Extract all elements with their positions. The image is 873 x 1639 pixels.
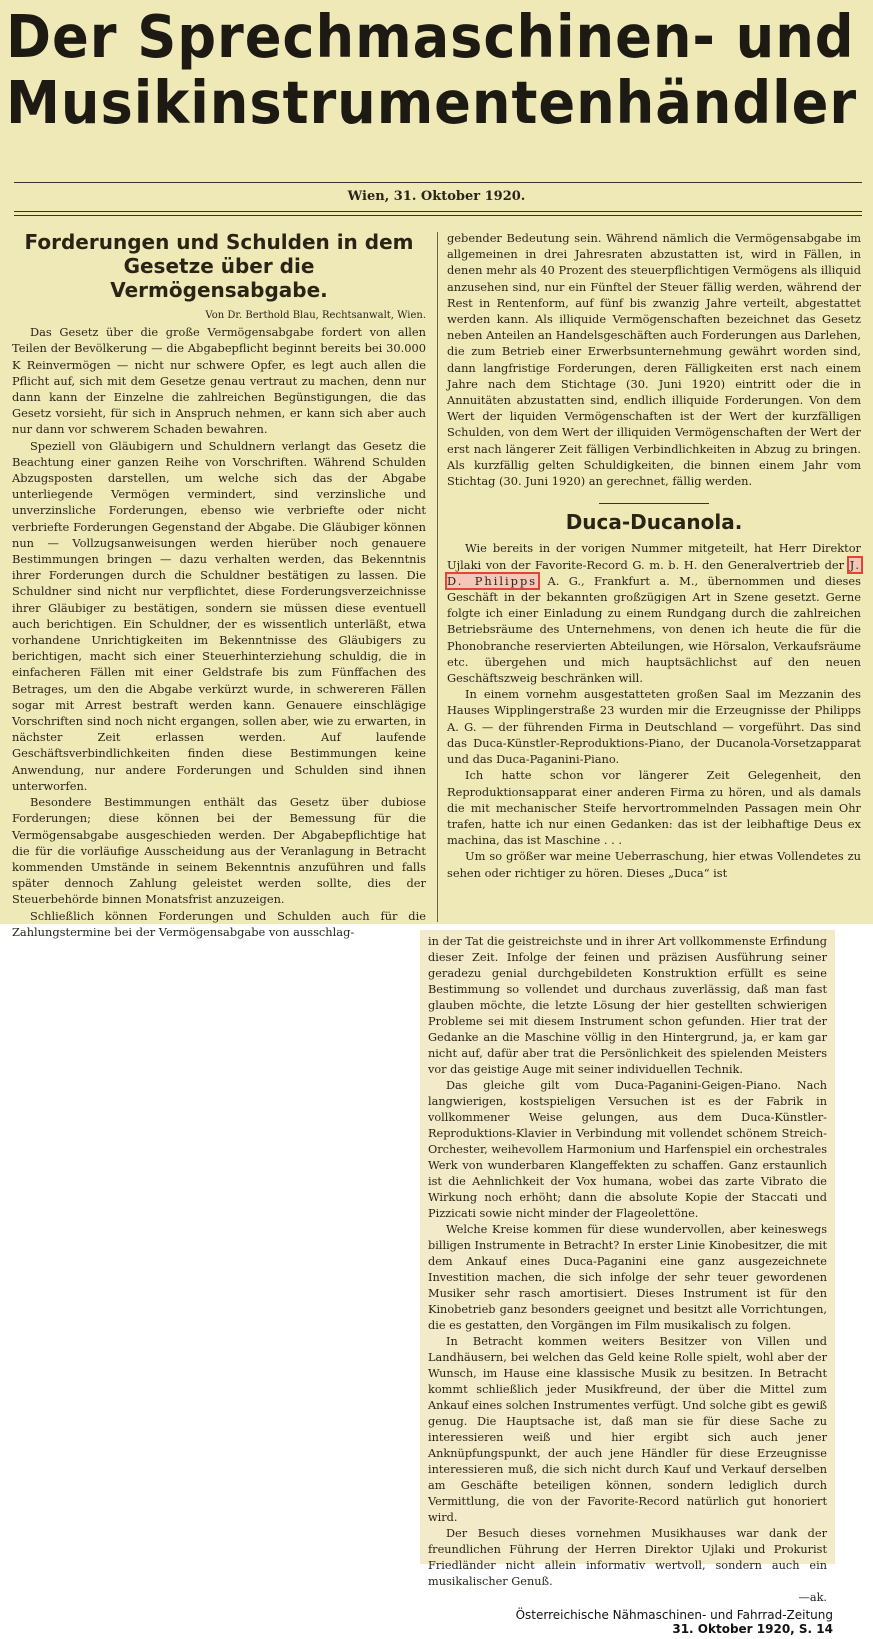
section-divider — [599, 503, 709, 504]
article-paragraph: in der Tat die geistreichste und in ihrer Art vollkommenste Erfindung dieser Zeit. Infolge der feinen und präzisen Ausführung seiner geradezu genial durchgebildeten Konstruktion erfüllt es seine Bestimmung so vollendet und durchaus zuverlässig, daß man fast glauben möchte, die letzte Lösung der hier gestellten schwierigen Probleme sei mit diesem Instrument schon gefunden. Hier trat der Gedanke an die Maschine völlig in den Hintergrund, ja, er kam gar nicht auf, dafür aber trat die Persönlichkeit des spielenden Meisters vor das geistige Auge mit seiner individuellen Technik. — [428, 935, 827, 1076]
article-title: Forderungen und Schulden in dem Gesetze über die Vermögensabgabe. — [24, 230, 414, 302]
masthead — [6, 2, 858, 137]
issue-reference: 31. Oktober 1920, S. 14 — [672, 1622, 833, 1636]
source-citation — [516, 1608, 833, 1636]
dateline-rule-bottom — [14, 211, 862, 212]
column-rule — [437, 232, 438, 922]
masthead-line-2: Musikinstrumentenhändler — [6, 68, 858, 137]
article-byline: Von Dr. Berthold Blau, Rechtsanwalt, Wien. — [205, 310, 426, 321]
article-paragraph: Der Besuch dieses vornehmen Musikhauses war dank der freundlichen Führung der Herren Direktor Ujlaki und Prokurist Friedländer nicht allein informativ wertvoll, sondern auch ein musikalischer Genuß. — [428, 1527, 827, 1588]
article-paragraph — [447, 540, 861, 686]
continuation-column — [428, 934, 827, 1606]
article-paragraph: Ich hatte schon vor längerer Zeit Gelegenheit, den Reproduktionsapparat einer anderen Firma zu hören, und als damals die mit mechanischer Steife hervortrommelnden Passagen mein Ohr trafen, hatte ich nur einen Gedanken: das ist der leibhaftige Deus ex machina, das ist Maschine . . . — [447, 768, 861, 848]
article-paragraph: In Betracht kommen weiters Besitzer von Villen und Landhäusern, bei welchen das Geld keine Rolle spielt, wohl aber der Wunsch, im Hause eine klassische Musik zu besitzen. In Betracht kommt schließlich jeder Musikfreund, der über die Mittel zum Ankauf eines solchen Instrumentes verfügt. Und solche gibt es gewiß genug. Die Hauptsache ist, daß man sie für diese Sache zu interessieren weiß und hier ergibt sich auch jener Anknüpfungspunkt, der auch jene Händler für diese Erzeugnisse interessieren muß, die sich nicht durch Kauf und Verkauf derselben am Geschäfte beteiligen können, sondern lediglich durch Vermittlung, die von der Favorite-Record natürlich gut honoriert wird. — [428, 1335, 827, 1524]
article-paragraph: Speziell von Gläubigern und Schuldnern verlangt das Gesetz die Beachtung einer ganzen Reihe von Vorschriften. Während Schulden Abzugsposten darstellen, um welche sich das der Abgabe unterliegende Vermögen vermindert, sind verzinsliche und unverzinsliche Forderungen, ebenso wie verbriefte oder nicht verbriefte Forderungen Gegenstand der Abgabe. Die Gläubiger können nun — Vollzugsanweisungen werden hierüber noch genauere Bestimmungen bringen — dazu verhalten werden, das Bekenntnis ihrer Forderungen durch die Schuldner bestätigen zu lassen. Die Schuldner sind nicht nur verpflichtet, diese Forderungsverzeichnisse ihrer Gläubiger zu bestätigen, sondern sie müssen diese eventuell auch berichtigen. Ein Schuldner, der es wissentlich unterläßt, etwa vorhandene Unrichtigkeiten im Bekenntnisse des Gläubigers zu berichtigen, macht sich einer Steuerhinterziehung schuldig, die in einfacheren Fällen mit einer Geldstrafe bis zum Fünffachen des Betrages, um den die Abgabe verkürzt wurde, in schwereren Fällen sogar mit Arrest bestraft werden kann. Genauere einschlägige Vorschriften sind noch nicht ergangen, sollen aber, wie zu erwarten, in nächster Zeit erlassen werden. Auf laufende Geschäftsverbindlichkeiten finden diese Bestimmungen keine Anwendung, nur andere Forderungen und Schulden sind ihnen unterworfen. — [12, 438, 426, 793]
right-column — [447, 230, 861, 881]
article-paragraph: Schließlich können Forderungen und Schulden auch für die Zahlungstermine bei der Vermögensabgabe von ausschlag- — [12, 908, 426, 939]
article-paragraph: Das gleiche gilt vom Duca-Paganini-Geigen-Piano. Nach langwierigen, kostspieligen Versuchen ist es der Fabrik in vollkommener Weise gelungen, aus dem Duca-Künstler-Reproduktions-Klavier in Verbindung mit vollendet schönem Streich-Orchester, weihevollem Harmonium und Harfenspiel ein orchestrales Werk von wunderbaren Klangeffekten zu schaffen. Ganz erstaunlich ist die Aehnlichkeit der Vox humana, wobei das zarte Vibrato die Wirkung noch erhöht; dann die absolute Kopie der Staccati und Pizzicati sowie nicht minder der Flageolettöne. — [428, 1079, 827, 1220]
dateline-rule-top — [14, 182, 862, 183]
paragraph-text: A. G., Frankfurt a. M., übernommen und dieses Geschäft in der bekannten großzügigen Art in Szene gesetzt. Gerne folgte ich einer Einladung zu einem Rundgang durch die zahlreichen Betriebsräume des Unternehmens, von denen ich heute die für die Phonobranche reservierten Abteilungen, wie Hörsalon, Verkaufsräume etc. übergehen und mich hauptsächlichst auf den neuen Geschäftszweig beschränken will. — [447, 573, 861, 686]
article-paragraph: Um so größer war meine Ueberraschung, hier etwas Vollendetes zu sehen oder richtiger zu hören. Dieses „Duca“ ist — [447, 849, 861, 880]
publication-name: Österreichische Nähmaschinen- und Fahrrad-Zeitung — [515, 1608, 833, 1622]
article-paragraph: Das Gesetz über die große Vermögensabgabe fordert von allen Teilen der Bevölkerung — die Abgabepflicht beginnt bereits bei 30.000 K Reinvermögen — nicht nur schwere Opfer, es legt auch allen die Pflicht auf, sich mit dem Gesetze genau vertraut zu machen, denn nur dann kann der Einzelne die zahlreichen Begünstigungen, die das Gesetz vorsieht, für sich in Anspruch nehmen, er kann sich aber auch nur dann vor schwerem Schaden bewahren. — [12, 325, 426, 437]
article-continuation: gebender Bedeutung sein. Während nämlich die Vermögensabgabe im allgemeinen in drei Jahresraten abzustatten ist, wird in Fällen, in denen mehr als 40 Prozent des steuerpflichtigen Vermögens als illiquid anzusehen sind, nur ein Fünftel der Steuer fällig werden, während der Rest in Rentenform, auf fünf bis zwanzig Jahre verteilt, abgestattet werden kann. Als illiquide Vermögenschaften bezeichnet das Gesetz neben Anteilen an Handelsgeschäften auch Forderungen aus Darlehen, die zum Betrieb einer Erwerbsunternehmung gewährt worden sind, dann langfristige Forderungen, deren Fälligkeiten erst nach einem Jahre nach dem Stichtage (30. Juni 1920) eintritt oder die in Annuitäten abzustatten sind, endlich illiquide Forderungen. Von dem Wert der liquiden Vermögenschaften ist der Wert der kurzfälligen Schulden, von dem Wert der illiquiden Vermögenschaften der Wert der erst nach längerer Zeit fälligen Verbindlichkeiten in Abzug zu bringen. Als kurzfällig gelten Schuldigkeiten, die binnen einem Jahr vom Stichtag (30. Juni 1920) an gerechnet, fällig werden. — [447, 231, 861, 489]
paragraph-text: Wie bereits in der vorigen Nummer mitgeteilt, hat Herr Direktor Ujlaki von der Favorite-Record G. m. b. H. den Generalvertrieb der — [447, 541, 861, 572]
dateline: Wien, 31. Oktober 1920. — [347, 189, 526, 204]
article-paragraph: Welche Kreise kommen für diese wundervollen, aber keineswegs billigen Instrumente in Betracht? In erster Linie Kinobesitzer, die mit dem Ankauf eines Duca-Paganini eine ganz ausgezeichnete Investition machen, die sich infolge der sehr teuer gewordenen Musiker sehr rasch amortisiert. Dieses Instrument ist für den Kinobetrieb ganz besonders geeignet und besitzt alle Vorrichtungen, die es gestatten, den Vorgängen im Film musikalisch zu folgen. — [428, 1223, 827, 1332]
dateline-rule-bottom-2 — [14, 215, 862, 216]
continuation-clipping — [420, 930, 835, 1604]
highlighted-company-name: J. D. Philipps — [447, 557, 861, 588]
article-title-duca: Duca-Ducanola. — [565, 510, 743, 535]
article-paragraph: In einem vornehm ausgestatteten großen Saal im Mezzanin des Hauses Wipplingerstraße 23 wurden mir die Erzeugnisse der Philipps A. G. — der führenden Firma in Deutschland — vorgeführt. Das sind das Duca-Künstler-Reproduktions-Piano, der Ducanola-Vorsetzapparat und das Duca-Paganini-Piano. — [447, 687, 861, 767]
article-paragraph: Besondere Bestimmungen enthält das Gesetz über dubiose Forderungen; diese können bei der Bemessung für die Vermögensabgabe ausgeschieden werden. Der Abgabepflichtige hat die für die vorläufige Ausscheidung aus der Veranlagung in Betracht kommenden Umstände in seinem Bekenntnis anzuführen und falls später dennoch Zahlung geleistet werden sollte, dies der Steuerbehörde binnen Monatsfrist anzuzeigen. — [12, 795, 426, 907]
left-column — [12, 230, 426, 940]
author-signoff: —ak. — [798, 1591, 827, 1604]
masthead-line-1: Der Sprechmaschinen- und — [6, 2, 855, 71]
